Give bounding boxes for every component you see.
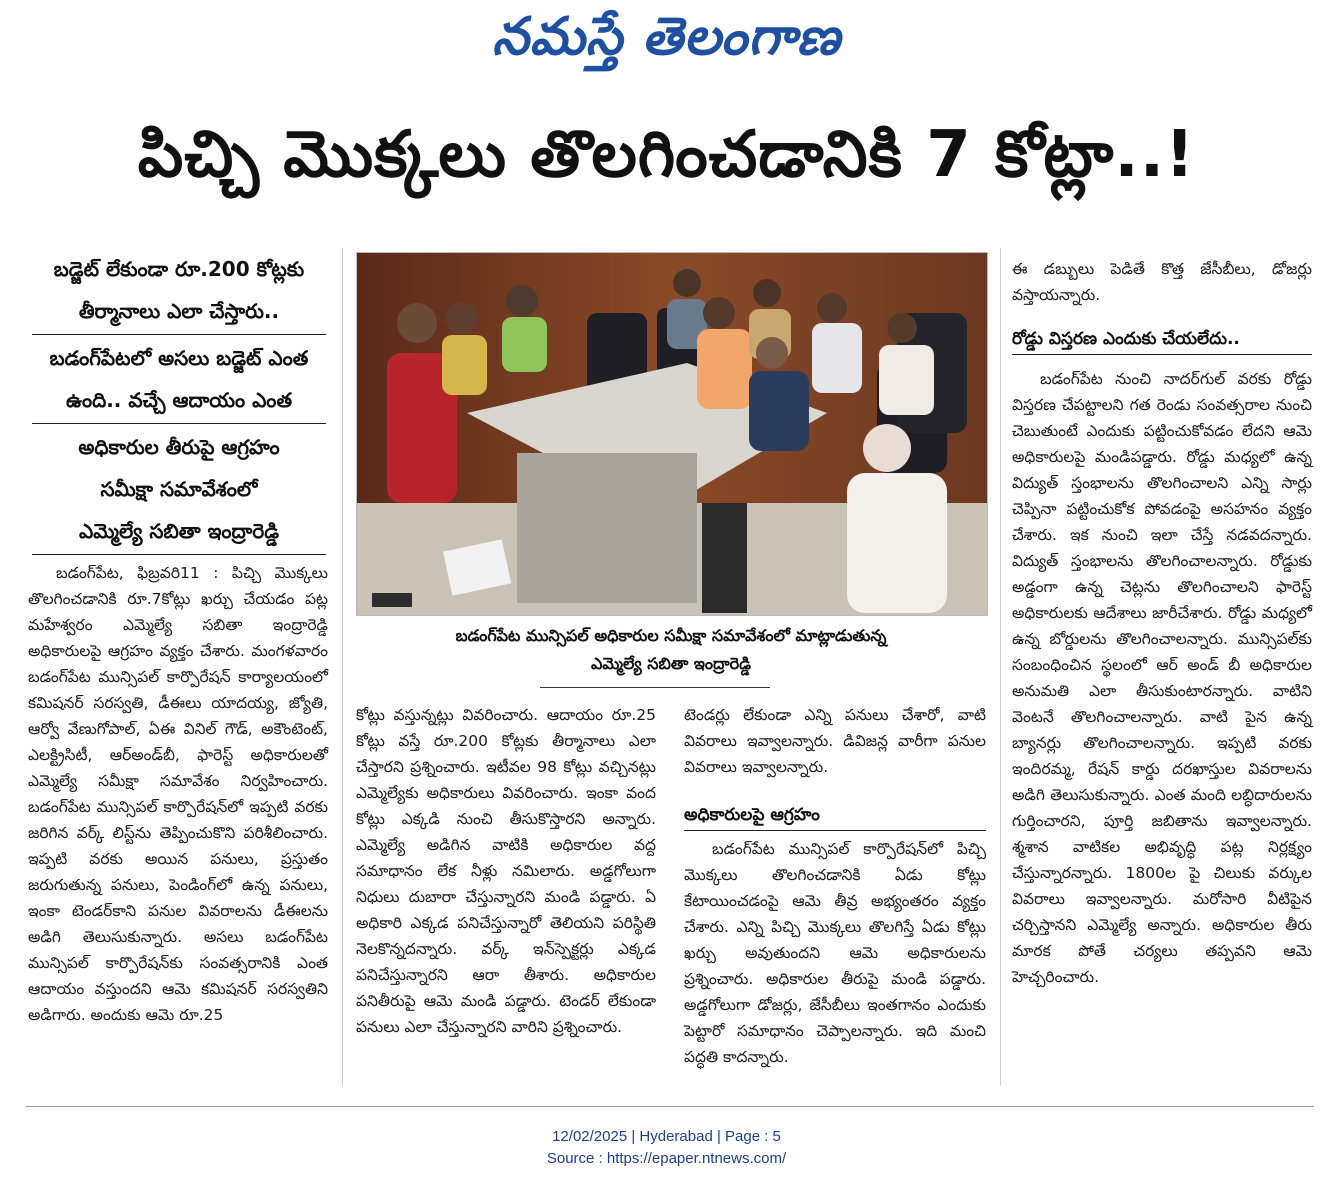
divider (32, 554, 326, 555)
body-column-1 (28, 560, 328, 1028)
body-column-4a (1012, 256, 1312, 308)
masthead (0, 0, 1333, 82)
column-divider (342, 248, 343, 1086)
headline: పిచ్చి మొక్కలు తొలగించడానికి 7 కోట్లా..! (137, 118, 1196, 192)
divider (32, 423, 326, 424)
footer (0, 1126, 1333, 1170)
body-paragraph: బడంగ్‌పేట మున్సిపల్ కార్పొరేషన్‌లో పిచ్చి మొక్కలు తొలగించడానికి ఏడు కోట్లు కేటాయించడంపై ఆమె తీవ్ర అభ్యంతరం వ్యక్తం చేశారు. ఎన్ని పిచ్చి మొక్కలు తొలగిస్తే ఏడు కోట్లు ఖర్చు అవుతుందని ఆమె అధికారులను ప్రశ్నించారు. అధికారుల తీరుపై మండి పడ్డారు. అడ్డగోలుగా డోజర్లు, జేసీబీలు ఇంతగానం ఎందుకు పెట్టారో సమాధానం చెప్పాలన్నారు. ఇది మంచి పద్ధతి కాదన్నారు. (684, 840, 986, 1066)
kicker-line: తీర్మానాలు ఎలా చేస్తారు.. (78, 299, 280, 323)
column-divider (1000, 248, 1001, 1086)
body-column-3 (684, 702, 986, 780)
body-paragraph: బడంగ్‌పేట, ఫిబ్రవరి11 : పిచ్చి మొక్కలు తొలగించడానికి రూ.7కోట్లు ఖర్చు చేయడం పట్ల మహేశ్వరం ఎమ్మెల్యే సబితా ఇంద్రారెడ్డి అధికారులపై ఆగ్రహం వ్యక్తం చేశారు. మంగళవారం బడంగ్‌పేట మున్సిపల్ కార్పొరేషన్ కార్యాలయంలో కమిషనర్ సరస్వతి, డీఈలు యాదయ్య, జ్యోతి, ఆర్వో వేణుగోపాల్, ఏఈ వినిల్ గౌడ్, అకౌంటెంట్, ఎలక్ట్రిసిటీ, ఆర్అండ్‌బీ, ఫారెస్ట్ అధికారులతో ఎమ్మెల్యే సమీక్షా సమావేశం నిర్వహించారు. బడంగ్‌పేట మున్సిపల్ కార్పొరేషన్‌లో ఇప్పటి వరకు జరిగిన వర్క్ లిస్ట్‌ను తెప్పించుకొని పరిశీలించారు. ఇప్పటి వరకు అయిన పనులు, ప్రస్తుతం జరుగుతున్న పనులు, పెండింగ్‌లో ఉన్న పనులు, ఇంకా టెండర్‌కాని పనుల వివరాలను డీఈలను అడిగి తెలుసుకున్నారు. అసలు బడంగ్‌పేట మున్సిపల్ కార్పొరేషన్‌కు సంవత్సరానికి ఎంత ఆదాయం వస్తుందని ఆమె కమిషనర్ సరస్వతిని అడిగారు. అందుకు ఆమె రూ.25 (28, 564, 328, 1024)
kicker-line: అధికారుల తీరుపై ఆగ్రహం (78, 435, 280, 459)
body-paragraph: టెండర్లు లేకుండా ఎన్ని పనులు చేశారో, వాటి వివరాలు ఇవ్వాలన్నారు. డివిజన్ల వారీగా పనుల వివరాలు ఇవ్వాలన్నారు. (684, 706, 986, 776)
masthead-logo: నమస్తే తెలంగాణ (492, 6, 841, 67)
kicker-line: ఉంది.. వచ్చే ఆదాయం ఎంత (65, 388, 293, 412)
body-paragraph: బడంగ్‌పేట నుంచి నాదర్‌గుల్ వరకు రోడ్డు విస్తరణ చేపట్టాలని గత రెండు సంవత్సరాల నుంచి చెబుతుంటే ఎందుకు పట్టించుకోవడం లేదని ఆమె అధికారులపై మండిపడ్డారు. రోడ్డు మధ్యలో ఉన్న విద్యుత్ స్తంభాలను తొలగించాలని ఎన్ని సార్లు చెప్పినా పట్టించుకోక పోవడంపై అసహనం వ్యక్తం చేశారు. ఇక నుంచి ఇలా చేస్తే నడవదన్నారు. విద్యుత్ స్తంభాలను తొలగించాలన్నారు. రోడ్డుకు అడ్డంగా ఉన్న చెట్లను తొలగించాలని ఫారెస్ట్ అధికారులకు ఆదేశాలు జారీచేశారు. రోడ్డు మధ్యలో ఉన్న బోర్డులను తొలగించాలన్నారు. మున్సిపల్‌కు సంబంధించిన స్థలంలో ఆర్ అండ్ బీ అధికారుల అనుమతి ఎలా తీసుకుంటారన్నారు. వాటిని వెంటనే తొలగించాలన్నారు. వాటి పైన ఉన్న బ్యానర్లు తొలగించాలన్నారు. ఇప్పటి వరకు ఇందిరమ్మ, రేషన్ కార్డు దరఖాస్తుల వివరాలను అడిగి తెలుసుకున్నారు. ఎంత మంది లబ్ధిదారులను గుర్తించారని, పూర్తి జబితాను ఇవ్వాలన్నారు. శ్మశాన వాటికల అభివృద్ధి పట్ల నిర్లక్ష్యం చేస్తున్నారన్నారు. 1800ల పై చిలుకు వర్కుల వివరాలు ఇవ్వాలన్నారు. మరోసారి వీటిపైన చర్చిస్తానని ఎమ్మెల్యే అన్నారు. అధికారుల తీరు మారక పోతే చర్యలు తప్పవని ఆమె హెచ్చరించారు. (1012, 370, 1312, 986)
kicker-line: బడ్జెట్ లేకుండా రూ.200 కోట్లకు (53, 257, 305, 281)
footer-source-link[interactable]: Source : https://epaper.ntnews.com/ (546, 1150, 787, 1167)
kicker-line: సమీక్షా సమావేశంలో (100, 477, 258, 501)
body-paragraph: ఈ డబ్బులు పెడితే కొత్త జేసీబీలు, డోజర్లు వస్తాయన్నారు. (1012, 260, 1312, 304)
photo-caption (356, 622, 986, 678)
meeting-photo (356, 252, 988, 616)
body-column-4 (1012, 366, 1312, 990)
body-column-3b (684, 836, 986, 1070)
photo-caption-line: ఎమ్మెల్యే సబితా ఇంద్రారెడ్డి (590, 654, 752, 673)
subhead-road-widening: రోడ్డు విస్తరణ ఎందుకు చేయలేదు.. (1012, 324, 1312, 355)
footer-divider (26, 1106, 1314, 1107)
divider (540, 687, 770, 688)
photo-caption-line: బడంగ్‌పేట మున్సిపల్ అధికారుల సమీక్షా సమావేశంలో మాట్లాడుతున్న (455, 626, 887, 645)
divider (32, 334, 326, 335)
body-paragraph: కోట్లు వస్తున్నట్లు వివరించారు. ఆదాయం రూ.25 కోట్లు వస్తే రూ.200 కోట్లకు తీర్మానాలు ఎలా చేస్తారని ప్రశ్నించారు. ఇటీవల 98 కోట్లు వచ్చినట్లు ఎమ్మెల్యేకు అధికారులు వివరించారు. ఇంకా వంద కోట్లు ఎక్కడి నుంచి తీసుకొస్తారని అన్నారు. ఎమ్మెల్యే అడిగిన వాటికి అధికారుల వద్ద సమాధానం లేక నీళ్లు నమిలారు. అడ్డగోలుగా నిధులు దుబారా చేస్తున్నారని మండి పడ్డారు. ఏ అధికారి ఎక్కడ పనిచేస్తున్నారో తెలియని పరిస్థితి నెలకొన్నదన్నారు. వర్క్ ఇన్‌స్పెక్టర్లు ఎక్కడ పనిచేస్తున్నారని ఆరా తీశారు. అధికారుల పనితీరుపై ఆమె మండి పడ్డారు. టెండర్ లేకుండా పనులు ఎలా చేస్తున్నారని వారిని ప్రశ్నించారు. (356, 706, 656, 1036)
subhead-officials-anger: అధికారులపై ఆగ్రహం (684, 800, 986, 831)
sidebar-kickers (26, 248, 332, 557)
footer-dateline: 12/02/2025 | Hyderabad | Page : 5 (552, 1128, 781, 1145)
kicker-line: బడంగ్‌పేటలో అసలు బడ్జెట్ ఎంత (49, 346, 309, 370)
body-column-2 (356, 702, 656, 1040)
kicker-line: ఎమ్మెల్యే సబితా ఇంద్రారెడ్డి (78, 519, 280, 543)
